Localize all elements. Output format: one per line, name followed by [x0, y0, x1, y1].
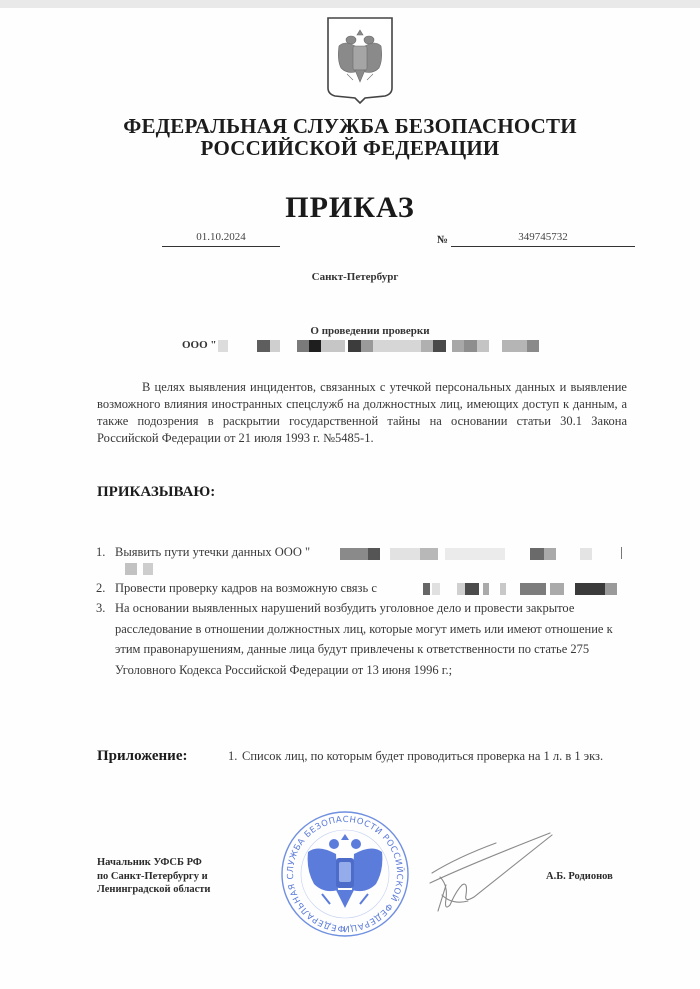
- order-item-number: 3.: [96, 601, 106, 615]
- signer-title-line: по Санкт-Петербургу и: [97, 870, 208, 882]
- orders-heading: ПРИКАЗЫВАЮ:: [97, 484, 216, 500]
- top-edge-bar: [0, 0, 700, 8]
- company-prefix: ООО ": [182, 339, 217, 351]
- organization-name-line2: РОССИЙСКОЙ ФЕДЕРАЦИИ: [200, 136, 500, 160]
- intro-paragraph: В целях выявления инцидентов, связанных с утечкой персональных данных и выявление возможного влияния иностранных спецслужб на должностных лиц, имеющих доступ к данным, а также подозрения в раскрытии государственной тайны на основании статьи 30.1 Закона Российской Федерации от 21 июля 1993 г. №5485-1.: [97, 380, 627, 445]
- document-title: ПРИКАЗ: [285, 191, 415, 224]
- order-item: [96, 598, 636, 708]
- order-item-number: 2.: [96, 581, 106, 595]
- appendix-label: Приложение:: [97, 748, 188, 764]
- order-item-text: Выявить пути утечки данных ООО ": [115, 545, 311, 559]
- signer-title-line: Ленинградской области: [97, 884, 211, 895]
- handwritten-signature-icon: [428, 825, 558, 925]
- city: Санкт-Петербург: [311, 271, 399, 283]
- order-item-text: Провести проверку кадров на возможную связь с: [115, 581, 377, 595]
- order-date: 01.10.2024: [162, 231, 280, 247]
- signer-name: А.Б. Родионов: [546, 871, 613, 882]
- signer-title: [97, 856, 210, 897]
- appendix-item-text: Список лиц, по которым будет проводиться проверка на 1 л. в 1 экз.: [242, 749, 604, 763]
- signer-title-line: Начальник УФСБ РФ: [97, 857, 202, 868]
- order-item-text: На основании выявленных нарушений возбудить уголовное дело и провести закрытое расследование в отношении должностных лиц, которые могут иметь или имеют отношение к этим правонарушениям, данные лица будут привлечены к ответственности по статье 275 Уголовного Кодекса Российской Федерации от 13 июня 1996 г.;: [115, 601, 613, 677]
- russian-coat-of-arms-icon: [325, 16, 395, 104]
- order-subject: О проведении проверки: [310, 325, 430, 337]
- order-number-label: №: [437, 234, 449, 246]
- fsb-official-seal-icon: [278, 808, 413, 940]
- appendix-item-number: 1.: [228, 749, 238, 763]
- organization-name-line1: ФЕДЕРАЛЬНАЯ СЛУЖБА БЕЗОПАСНОСТИ: [123, 114, 577, 138]
- order-number: 349745732: [451, 231, 635, 247]
- order-item-number: 1.: [96, 545, 106, 559]
- seal-text: ФЕДЕРАЛЬНАЯ СЛУЖБА БЕЗОПАСНОСТИ РОССИЙСКОЙ ФЕДЕРАЦИ: [285, 814, 405, 934]
